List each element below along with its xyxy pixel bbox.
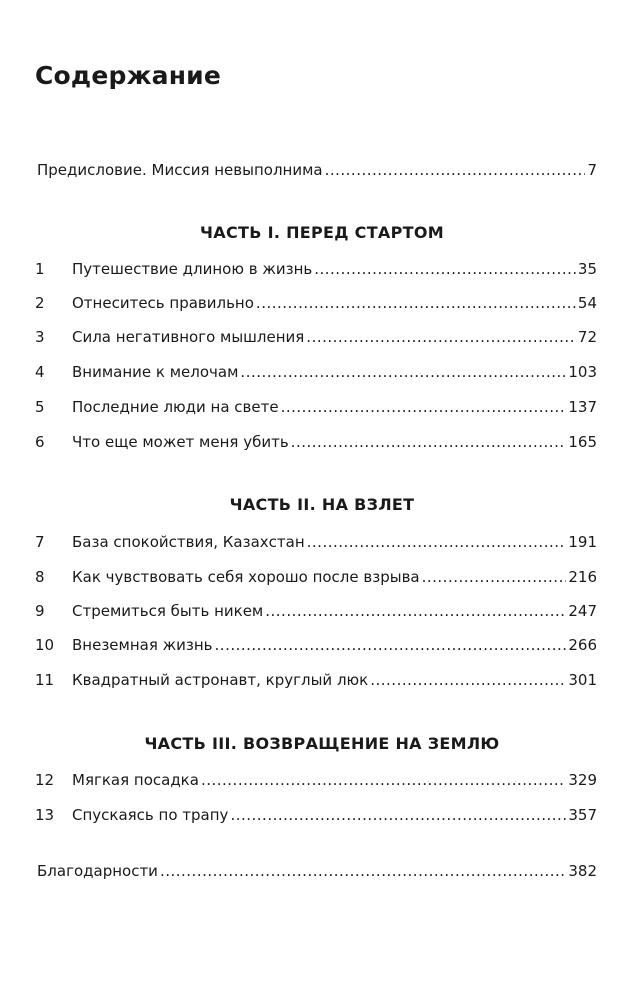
toc-entry[interactable] bbox=[35, 635, 597, 655]
toc-entry[interactable] bbox=[35, 432, 597, 452]
entry-page-number: 35 bbox=[577, 260, 597, 278]
entry-label: Как чувствовать себя хорошо после взрыва bbox=[72, 568, 420, 586]
entry-label: Квадратный астронавт, круглый люк bbox=[72, 671, 369, 689]
chapter-number: 8 bbox=[35, 568, 45, 586]
toc-entry[interactable] bbox=[35, 805, 597, 825]
entry-label: Спускаясь по трапу bbox=[72, 806, 229, 824]
chapter-number: 13 bbox=[35, 806, 55, 824]
entry-page-number: 266 bbox=[568, 636, 597, 654]
chapter-number: 7 bbox=[35, 533, 45, 551]
entry-page-number: 103 bbox=[568, 363, 597, 381]
entry-page-number: 357 bbox=[568, 806, 597, 824]
chapter-number: 1 bbox=[35, 260, 45, 278]
entry-label: Сила негативного мышления bbox=[72, 328, 305, 346]
chapter-number: 10 bbox=[35, 636, 55, 654]
entry-label: Стремиться быть никем bbox=[72, 602, 264, 620]
dot-leader bbox=[240, 362, 566, 382]
chapter-number: 9 bbox=[35, 602, 45, 620]
toc-title: Содержание bbox=[35, 61, 222, 90]
chapter-number: 11 bbox=[35, 671, 55, 689]
entry-label: Что еще может меня убить bbox=[72, 433, 289, 451]
part-heading: ЧАСТЬ I. ПЕРЕД СТАРТОМ bbox=[200, 223, 444, 242]
dot-leader bbox=[370, 670, 566, 690]
toc-entry-preface[interactable] bbox=[37, 160, 597, 180]
entry-page-number: 301 bbox=[568, 671, 597, 689]
toc-entry[interactable] bbox=[35, 397, 597, 417]
toc-entry[interactable] bbox=[35, 770, 597, 790]
chapter-number: 5 bbox=[35, 398, 45, 416]
toc-entry[interactable] bbox=[35, 567, 597, 587]
dot-leader bbox=[215, 635, 567, 655]
dot-leader bbox=[201, 770, 566, 790]
chapter-number: 6 bbox=[35, 433, 45, 451]
entry-page-number: 72 bbox=[577, 328, 597, 346]
chapter-number: 4 bbox=[35, 363, 45, 381]
entry-label: Предисловие. Миссия невыполнима bbox=[37, 161, 323, 179]
entry-label: Последние люди на свете bbox=[72, 398, 279, 416]
dot-leader bbox=[256, 293, 576, 313]
entry-page-number: 137 bbox=[568, 398, 597, 416]
toc-entry[interactable] bbox=[35, 532, 597, 552]
dot-leader bbox=[314, 259, 576, 279]
entry-label: Благодарности bbox=[37, 862, 158, 880]
dot-leader bbox=[307, 532, 567, 552]
toc-entry[interactable] bbox=[35, 327, 597, 347]
dot-leader bbox=[325, 160, 586, 180]
dot-leader bbox=[281, 397, 567, 417]
toc-entry[interactable] bbox=[35, 293, 597, 313]
toc-entry[interactable] bbox=[35, 259, 597, 279]
entry-label: Отнеситесь правильно bbox=[72, 294, 254, 312]
dot-leader bbox=[160, 861, 566, 881]
entry-label: Мягкая посадка bbox=[72, 771, 199, 789]
entry-page-number: 247 bbox=[568, 602, 597, 620]
part-heading: ЧАСТЬ II. НА ВЗЛЕТ bbox=[229, 495, 415, 514]
entry-page-number: 382 bbox=[568, 862, 597, 880]
entry-page-number: 54 bbox=[577, 294, 597, 312]
chapter-number: 12 bbox=[35, 771, 55, 789]
chapter-number: 3 bbox=[35, 328, 45, 346]
toc-entry[interactable] bbox=[35, 601, 597, 621]
entry-label: Внеземная жизнь bbox=[72, 636, 213, 654]
entry-label: Внимание к мелочам bbox=[72, 363, 239, 381]
toc-entry-acknowledgements[interactable] bbox=[37, 861, 597, 881]
toc-entry[interactable] bbox=[35, 362, 597, 382]
entry-page-number: 7 bbox=[587, 161, 597, 179]
entry-page-number: 216 bbox=[568, 568, 597, 586]
entry-page-number: 191 bbox=[568, 533, 597, 551]
toc-entry[interactable] bbox=[35, 670, 597, 690]
entry-page-number: 329 bbox=[568, 771, 597, 789]
chapter-number: 2 bbox=[35, 294, 45, 312]
dot-leader bbox=[306, 327, 576, 347]
dot-leader bbox=[230, 805, 566, 825]
entry-label: Путешествие длиною в жизнь bbox=[72, 260, 313, 278]
dot-leader bbox=[422, 567, 567, 587]
entry-label: База спокойствия, Казахстан bbox=[72, 533, 305, 551]
part-heading: ЧАСТЬ III. ВОЗВРАЩЕНИЕ НА ЗЕМЛЮ bbox=[144, 734, 500, 753]
dot-leader bbox=[291, 432, 567, 452]
dot-leader bbox=[265, 601, 566, 621]
entry-page-number: 165 bbox=[568, 433, 597, 451]
